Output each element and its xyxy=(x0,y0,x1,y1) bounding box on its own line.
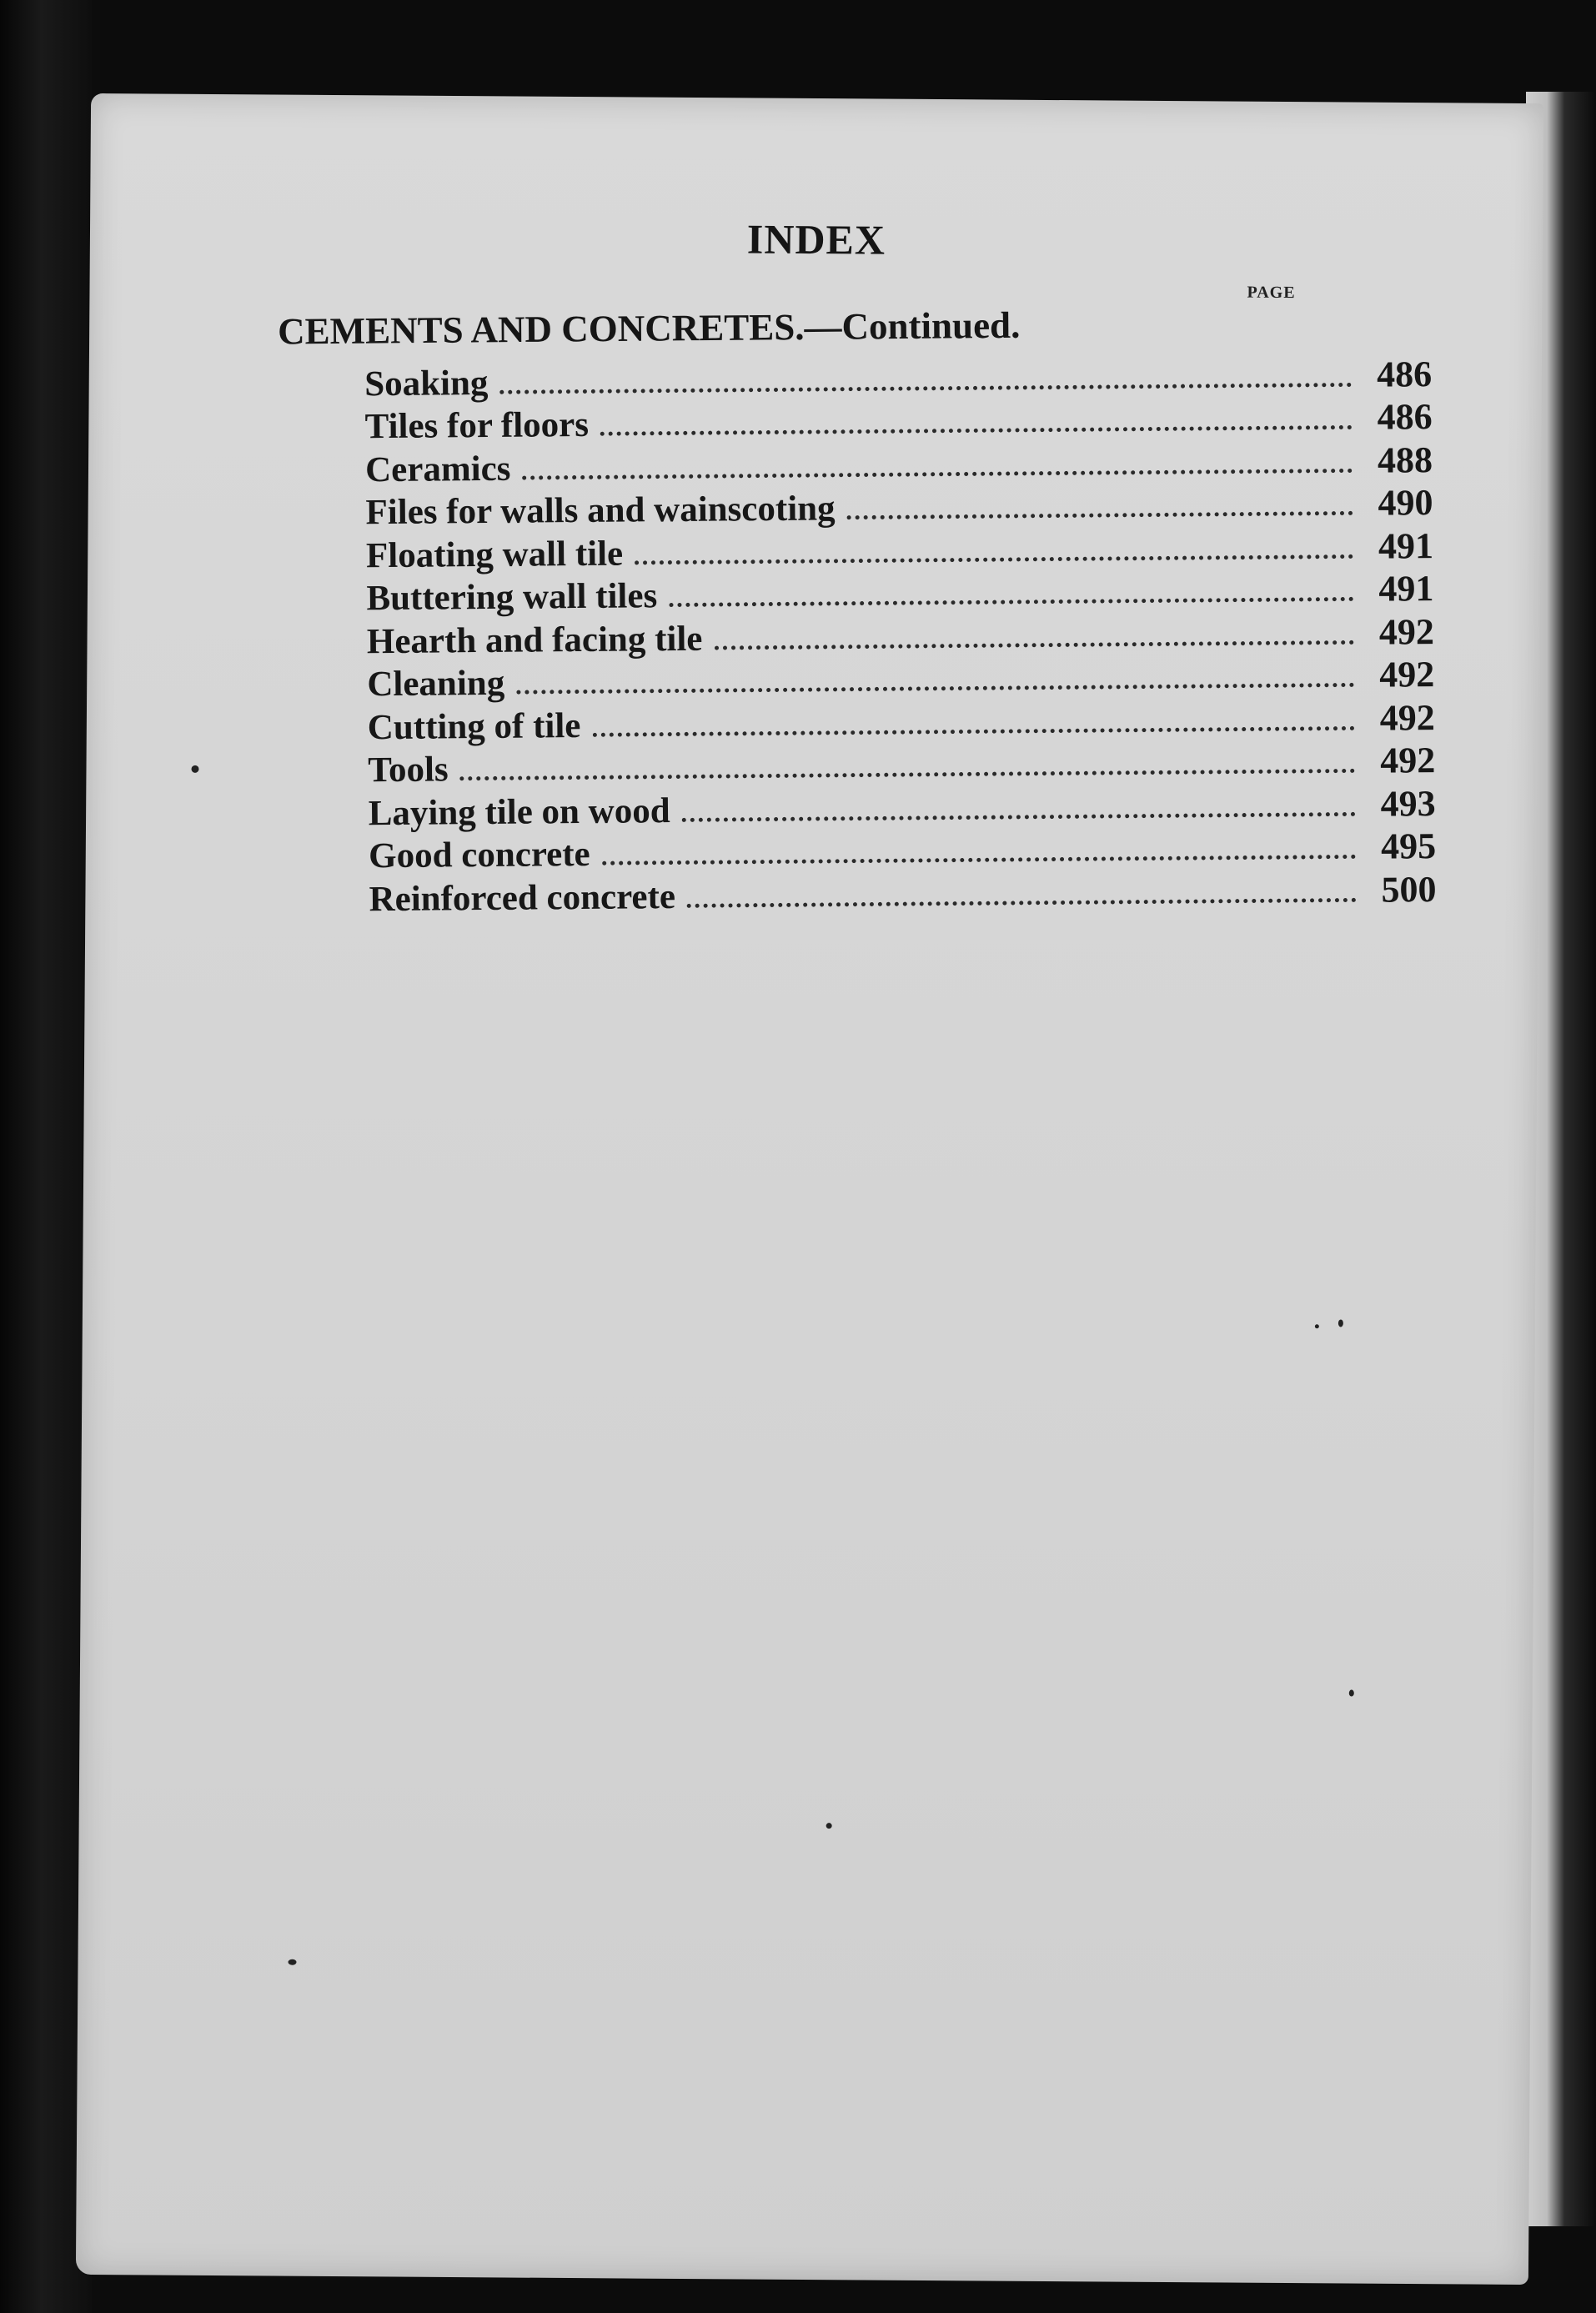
entry-title: Hearth and facing tile xyxy=(366,619,703,661)
dot-leader xyxy=(460,769,1356,780)
section-heading: CEMENTS AND CONCRETES.—Continued. xyxy=(277,304,1021,353)
scan-speck xyxy=(1349,1690,1354,1697)
entry-page-number: 495 xyxy=(1380,825,1437,867)
dot-leader xyxy=(714,640,1354,650)
page-title: INDEX xyxy=(746,215,886,263)
page-column-label: PAGE xyxy=(1247,283,1296,303)
dot-leader xyxy=(847,511,1353,519)
book-page xyxy=(76,93,1543,2285)
dot-leader xyxy=(682,811,1356,821)
scan-speck xyxy=(826,1823,832,1829)
dot-leader xyxy=(669,597,1353,607)
entry-page-number: 491 xyxy=(1378,568,1434,610)
scan-speck xyxy=(191,765,198,773)
scan-speck xyxy=(1338,1319,1343,1327)
dot-leader xyxy=(522,468,1353,479)
entry-page-number: 491 xyxy=(1378,524,1434,567)
entry-page-number: 493 xyxy=(1380,782,1436,825)
scan-speck xyxy=(1315,1324,1319,1328)
entry-page-number: 492 xyxy=(1379,740,1436,781)
entry-page-number: 492 xyxy=(1378,610,1435,653)
entry-title: Good concrete xyxy=(368,834,590,876)
entry-title: Tools xyxy=(368,750,449,790)
dot-leader xyxy=(499,382,1352,394)
entry-title: Cutting of tile xyxy=(367,705,581,747)
entry-title: Tiles for floors xyxy=(364,404,590,447)
scan-speck xyxy=(288,1959,296,1965)
entry-page-number: 486 xyxy=(1376,353,1433,395)
entry-page-number: 500 xyxy=(1381,868,1437,911)
entry-page-number: 488 xyxy=(1377,439,1433,481)
entry-title: Soaking xyxy=(364,363,489,404)
entry-title: Buttering wall tiles xyxy=(366,576,658,619)
entry-title: Cleaning xyxy=(367,663,505,705)
entry-title: Ceramics xyxy=(364,449,511,489)
dot-leader xyxy=(635,554,1353,564)
dot-leader xyxy=(687,897,1357,907)
dot-leader xyxy=(600,425,1353,436)
entry-page-number: 486 xyxy=(1377,396,1433,438)
dot-leader xyxy=(602,855,1357,865)
dot-leader xyxy=(592,725,1354,736)
entry-title: Files for walls and wainscoting xyxy=(365,489,836,533)
entry-page-number: 490 xyxy=(1378,482,1433,524)
entry-page-number: 492 xyxy=(1379,696,1435,739)
entry-page-number: 492 xyxy=(1379,654,1435,695)
entry-title: Laying tile on wood xyxy=(368,790,670,833)
index-entry-list xyxy=(364,349,1437,917)
entry-title: Reinforced concrete xyxy=(369,876,676,919)
dot-leader xyxy=(516,683,1354,695)
entry-title: Floating wall tile xyxy=(365,534,624,575)
